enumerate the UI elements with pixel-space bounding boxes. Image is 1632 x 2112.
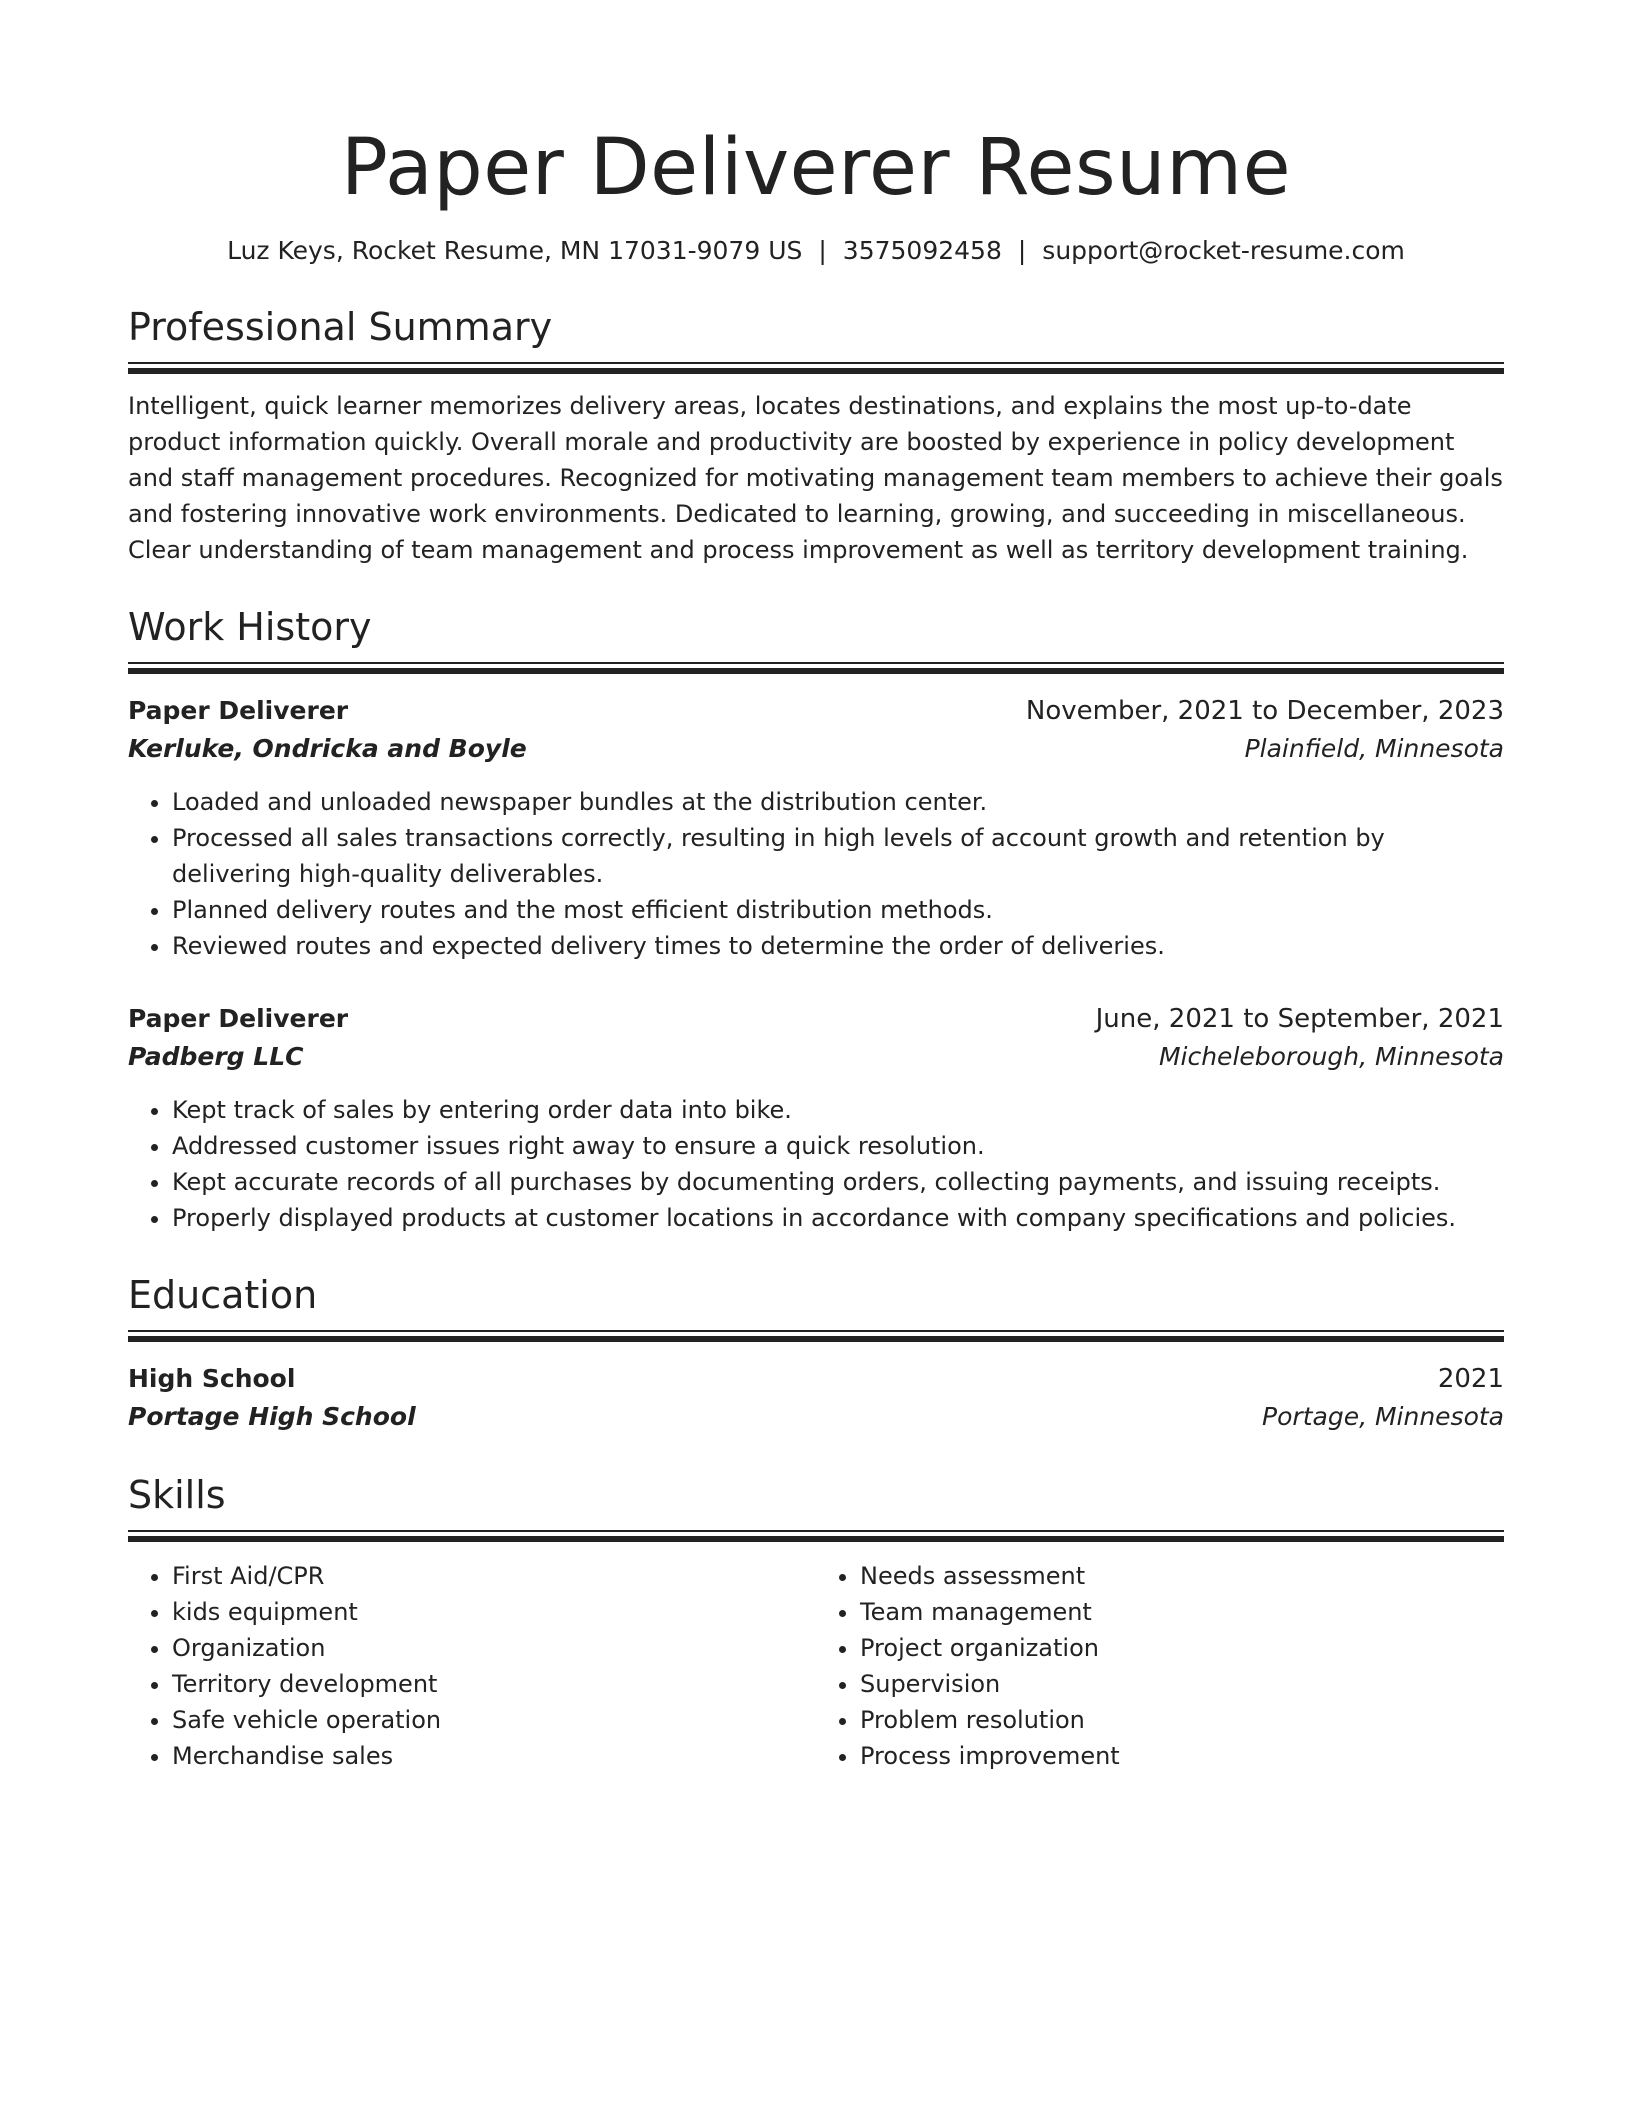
- education-location: Portage, Minnesota: [1262, 1402, 1504, 1431]
- skill-item: • Organization: [172, 1630, 816, 1666]
- job-bullet: • Properly displayed products at customer locations in accordance with company specifications and policies.: [172, 1200, 1504, 1236]
- section-heading-summary: Professional Summary: [128, 305, 553, 349]
- contact-address: Luz Keys, Rocket Resume, MN 17031-9079 US: [227, 236, 803, 265]
- job-role: Paper Deliverer: [128, 696, 349, 725]
- resume-title: Paper Deliverer Resume: [340, 123, 1292, 213]
- job-company-row: [128, 1038, 1504, 1076]
- education-year: 2021: [1437, 1364, 1504, 1394]
- education-school-row: [128, 1398, 1504, 1436]
- contact-line: [128, 234, 1504, 268]
- skill-item: • Territory development: [172, 1666, 816, 1702]
- job-entry: [128, 692, 1504, 964]
- skills-list-right: [816, 1558, 1504, 1774]
- job-bullet: • Kept accurate records of all purchases by documenting orders, collecting payments, and issuing receipts.: [172, 1164, 1504, 1200]
- section-divider: [128, 1330, 1504, 1342]
- skill-item: • Supervision: [860, 1666, 1504, 1702]
- skill-item: • Project organization: [860, 1630, 1504, 1666]
- job-bullet: • Reviewed routes and expected delivery times to determine the order of deliveries.: [172, 928, 1504, 964]
- education-header-row: [128, 1360, 1504, 1398]
- job-company: Kerluke, Ondricka and Boyle: [128, 734, 527, 763]
- job-bullets: [128, 1092, 1504, 1236]
- section-divider: [128, 362, 1504, 374]
- skill-item: • Team management: [860, 1594, 1504, 1630]
- job-bullets: [128, 784, 1504, 964]
- section-heading-work: Work History: [128, 605, 372, 649]
- skill-item: • Problem resolution: [860, 1702, 1504, 1738]
- skill-item: • Safe vehicle operation: [172, 1702, 816, 1738]
- skill-item: • kids equipment: [172, 1594, 816, 1630]
- job-company-row: [128, 730, 1504, 768]
- education-section: [128, 1270, 1504, 1436]
- job-dates: November, 2021 to December, 2023: [1025, 696, 1504, 726]
- job-bullet: • Processed all sales transactions correctly, resulting in high levels of account growth and retention by delivering high-quality deliverables.: [172, 820, 1504, 892]
- job-dates: June, 2021 to September, 2021: [1095, 1004, 1504, 1034]
- contact-separator: |: [1017, 236, 1027, 265]
- section-heading-education: Education: [128, 1273, 318, 1317]
- job-header-row: [128, 1000, 1504, 1038]
- job-bullet: • Loaded and unloaded newspaper bundles at the distribution center.: [172, 784, 1504, 820]
- skill-item: • Needs assessment: [860, 1558, 1504, 1594]
- job-location: Plainfield, Minnesota: [1244, 734, 1504, 763]
- skills-section: [128, 1470, 1504, 1774]
- summary-text: Intelligent, quick learner memorizes delivery areas, locates destinations, and explains the most up-to-date product information quickly. Overall morale and productivity are boosted by experience in policy development and staff management procedures. Recognized for motivating management team members to achieve their goals and fostering innovative work environments. Dedicated to learning, growing, and succeeding in miscellaneous. Clear understanding of team management and process improvement as well as territory development training.: [128, 392, 1503, 564]
- job-company: Padberg LLC: [128, 1042, 304, 1071]
- job-bullet: • Kept track of sales by entering order data into bike.: [172, 1092, 1504, 1128]
- section-divider: [128, 1530, 1504, 1542]
- education-degree: High School: [128, 1364, 296, 1393]
- contact-separator: |: [818, 236, 827, 265]
- section-divider: [128, 662, 1504, 674]
- job-entry: [128, 1000, 1504, 1236]
- job-header-row: [128, 692, 1504, 730]
- job-role: Paper Deliverer: [128, 1004, 349, 1033]
- summary-section: [128, 302, 1504, 568]
- education-school: Portage High School: [128, 1402, 416, 1431]
- skill-item: • Merchandise sales: [172, 1738, 816, 1774]
- skill-item: • First Aid/CPR: [172, 1558, 816, 1594]
- section-heading-skills: Skills: [128, 1473, 226, 1517]
- job-bullet: • Addressed customer issues right away to ensure a quick resolution.: [172, 1128, 1504, 1164]
- contact-phone: 3575092458: [842, 236, 1002, 265]
- contact-email[interactable]: support@rocket-resume.com: [1042, 236, 1405, 265]
- job-bullet: • Planned delivery routes and the most efficient distribution methods.: [172, 892, 1504, 928]
- education-entry: [128, 1360, 1504, 1436]
- skills-columns: [128, 1558, 1504, 1774]
- job-location: Micheleborough, Minnesota: [1158, 1042, 1504, 1071]
- skills-list-left: [128, 1558, 816, 1774]
- skill-item: • Process improvement: [860, 1738, 1504, 1774]
- work-history-section: [128, 602, 1504, 1236]
